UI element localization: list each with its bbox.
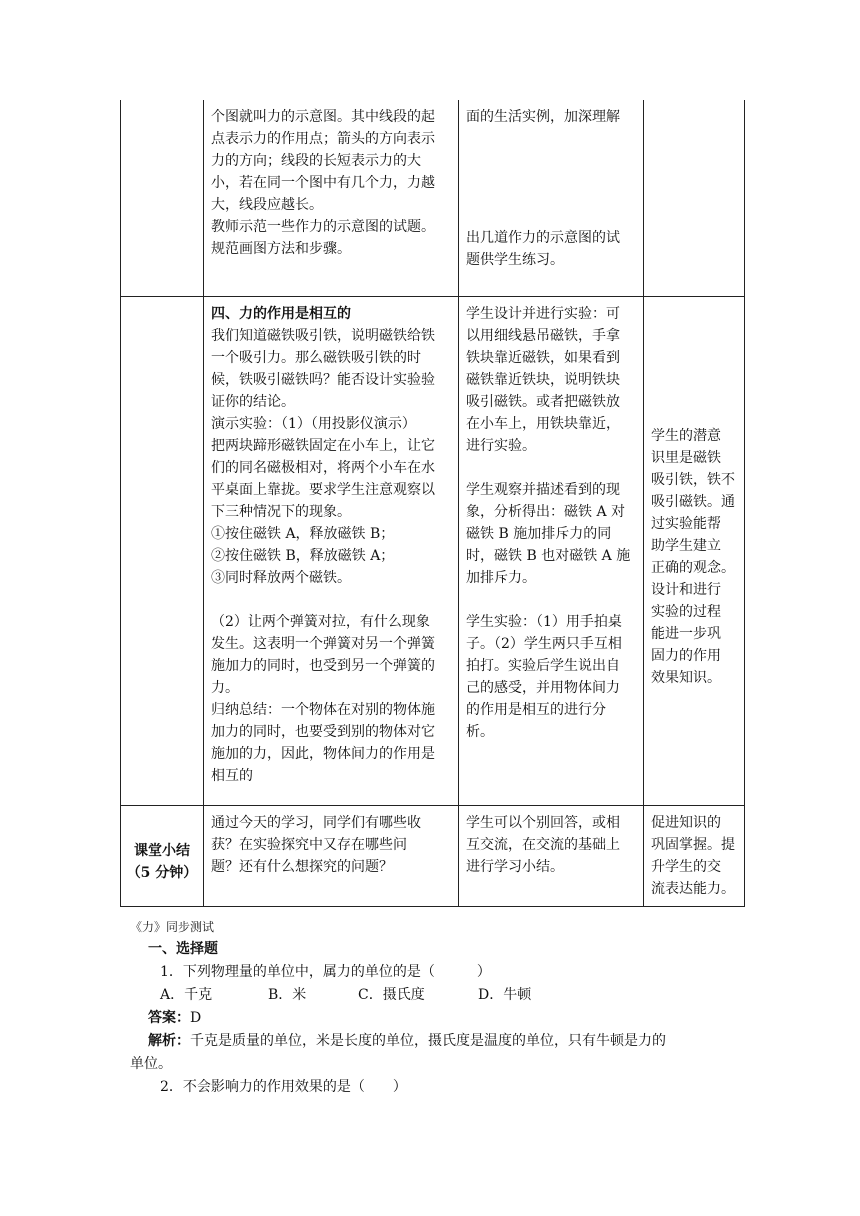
teacher-text-line: 通过今天的学习，同学们有哪些收 <box>211 815 421 831</box>
student-text-line: 子。（2）学生两只手互相 <box>466 636 622 652</box>
teacher-text-line: 证你的结论。 <box>211 394 295 410</box>
student-activity-text: 面的生活实例，加深理解 <box>466 109 620 125</box>
design-intent-cell <box>644 100 745 297</box>
teacher-text-line: 下三种情况下的现象。 <box>211 504 351 520</box>
option-c: C．摄氏度 <box>358 987 425 1003</box>
teacher-text-line: 一个吸引力。那么磁铁吸引铁的时 <box>211 350 421 366</box>
teacher-text-line: 我们知道磁铁吸引铁，说明磁铁给铁 <box>211 328 435 344</box>
teacher-text-line: 小，若在同一个图中有几个力，力越 <box>211 175 435 191</box>
student-text-line: 的作用是相互的进行分 <box>466 702 606 718</box>
question-1-options <box>160 984 740 1007</box>
teacher-text-line: 把两块蹄形磁铁固定在小车上，让它 <box>211 438 435 454</box>
student-text-line: 加排斥力。 <box>466 570 536 586</box>
stage-cell <box>121 100 204 297</box>
student-text-line: 铁块靠近磁铁，如果看到 <box>466 350 620 366</box>
student-text-line: 在小车上，用铁块靠近， <box>466 416 620 432</box>
student-activity-cell <box>459 297 644 806</box>
analysis-text: 千克是质量的单位，米是长度的单位，摄氏度是温度的单位，只有牛顿是力的 <box>190 1033 666 1049</box>
intent-text-line: 学生的潜意 <box>651 428 721 444</box>
teacher-text-line: 获？在实验探究中又存在哪些问 <box>211 837 407 853</box>
stage-label-cell <box>121 806 204 907</box>
design-intent-cell <box>644 297 745 806</box>
quiz-source: 《力》同步测试 <box>130 920 215 934</box>
intent-text-line: 实验的过程 <box>651 604 721 620</box>
table-row <box>121 100 745 297</box>
teacher-text-line: ③同时释放两个磁铁。 <box>211 570 351 586</box>
student-text-line: 进行实验。 <box>466 438 536 454</box>
intent-text-line: 识里是磁铁 <box>651 450 721 466</box>
teacher-text-line: 平桌面上靠拢。要求学生注意观察以 <box>211 482 435 498</box>
answer-value: D <box>190 1010 202 1026</box>
stage-label-line: 课堂小结 <box>134 843 190 859</box>
analysis-continued: 单位。 <box>130 1056 172 1072</box>
intent-text-line: 助学生建立 <box>651 538 721 554</box>
student-text-line: 学生设计并进行实验：可 <box>466 306 620 322</box>
student-text-line: 题供学生练习。 <box>466 252 564 268</box>
teacher-text-line: 规范画图方法和步骤。 <box>211 241 351 257</box>
intent-text-line: 流表达能力。 <box>651 881 735 897</box>
student-text-line: 出几道作力的示意图的试 <box>466 230 620 246</box>
question-1: 1．下列物理量的单位中，属力的单位的是（ ） <box>160 964 491 980</box>
student-activity-cell <box>459 100 644 297</box>
intent-text-line: 吸引铁，铁不 <box>651 472 735 488</box>
student-text-line: 吸引磁铁。或者把磁铁放 <box>466 394 620 410</box>
table-row <box>121 297 745 806</box>
intent-text-line: 固力的作用 <box>651 648 721 664</box>
intent-text-line: 巩固掌握。提 <box>651 837 735 853</box>
student-text-line: 学生实验：（1）用手拍桌 <box>466 614 622 630</box>
teacher-text-line: 个图就叫力的示意图。其中线段的起 <box>211 109 435 125</box>
teacher-text-line: （2）让两个弹簧对拉，有什么现象 <box>211 614 430 630</box>
teacher-text-line: ①按住磁铁 A，释放磁铁 B； <box>211 526 395 542</box>
lesson-plan-table <box>120 100 745 907</box>
student-text-line: 磁铁 B 施加排斥力的同 <box>466 526 612 542</box>
stage-label-line: （5 分钟） <box>126 865 198 881</box>
student-text-line: 象，分析得出：磁铁 A 对 <box>466 504 626 520</box>
teacher-activity-cell <box>204 100 459 297</box>
teacher-text-line: 点表示力的作用点；箭头的方向表示 <box>211 131 435 147</box>
intent-text-line: 吸引磁铁。通 <box>651 494 735 510</box>
intent-text-line: 升学生的交 <box>651 859 721 875</box>
student-text-line: 磁铁靠近铁块，说明铁块 <box>466 372 620 388</box>
student-text-line: 互交流，在交流的基础上 <box>466 837 620 853</box>
option-a: A．千克 <box>160 987 213 1003</box>
teacher-text-line: 发生。这表明一个弹簧对另一个弹簧 <box>211 636 435 652</box>
teacher-text-line: ②按住磁铁 B，释放磁铁 A； <box>211 548 395 564</box>
answer <box>148 1007 740 1030</box>
student-text-line: 析。 <box>466 724 494 740</box>
teacher-activity-cell <box>204 806 459 907</box>
teacher-text-line: 相互的 <box>211 768 253 784</box>
student-text-line: 学生观察并描述看到的现 <box>466 482 620 498</box>
design-intent-cell <box>644 806 745 907</box>
stage-cell <box>121 297 204 806</box>
table-row <box>121 806 745 907</box>
teacher-text-line: 教师示范一些作力的示意图的试题。 <box>211 219 435 235</box>
teacher-text-line: 力。 <box>211 680 239 696</box>
student-text-line: 时，磁铁 B 也对磁铁 A 施 <box>466 548 631 564</box>
answer-label: 答案： <box>148 1010 190 1026</box>
option-b: B．米 <box>268 987 307 1003</box>
analysis-label: 解析： <box>148 1033 190 1049</box>
student-text-line: 以用细线悬吊磁铁，手拿 <box>466 328 620 344</box>
teacher-activity-cell <box>204 297 459 806</box>
question-2: 2．不会影响力的作用效果的是（ ） <box>160 1079 407 1095</box>
teacher-text-line: 大，线段应越长。 <box>211 197 323 213</box>
section-heading: 一、选择题 <box>148 941 218 957</box>
intent-text-line: 效果知识。 <box>651 670 721 686</box>
teacher-text-line: 候，铁吸引磁铁吗？能否设计实验验 <box>211 372 435 388</box>
intent-text-line: 正确的观念。 <box>651 560 735 576</box>
teacher-text-line: 演示实验：（1）（用投影仪演示） <box>211 416 416 432</box>
intent-text-line: 促进知识的 <box>651 815 721 831</box>
student-text-line: 进行学习小结。 <box>466 859 564 875</box>
teacher-text-line: 施加力的同时，也受到另一个弹簧的 <box>211 658 435 674</box>
teacher-text-line: 归纳总结：一个物体在对别的物体施 <box>211 702 435 718</box>
teacher-text-line: 力的方向；线段的长短表示力的大 <box>211 153 421 169</box>
student-activity-cell <box>459 806 644 907</box>
analysis <box>148 1030 740 1053</box>
teacher-text-line: 施加的力，因此，物体间力的作用是 <box>211 746 435 762</box>
student-text-line: 己的感受，并用物体间力 <box>466 680 620 696</box>
teacher-text-line: 们的同名磁极相对，将两个小车在水 <box>211 460 435 476</box>
teacher-text-line: 题？还有什么想探究的问题？ <box>211 859 393 875</box>
section-title: 四、力的作用是相互的 <box>211 306 351 322</box>
intent-text-line: 设计和进行 <box>651 582 721 598</box>
intent-text-line: 过实验能帮 <box>651 516 721 532</box>
option-d: D．牛顿 <box>478 987 532 1003</box>
student-text-line: 学生可以个别回答，或相 <box>466 815 620 831</box>
quiz-section <box>130 918 740 1099</box>
intent-text-line: 能进一步巩 <box>651 626 721 642</box>
teacher-text-line: 加力的同时，也要受到别的物体对它 <box>211 724 435 740</box>
student-text-line: 拍打。实验后学生说出自 <box>466 658 620 674</box>
